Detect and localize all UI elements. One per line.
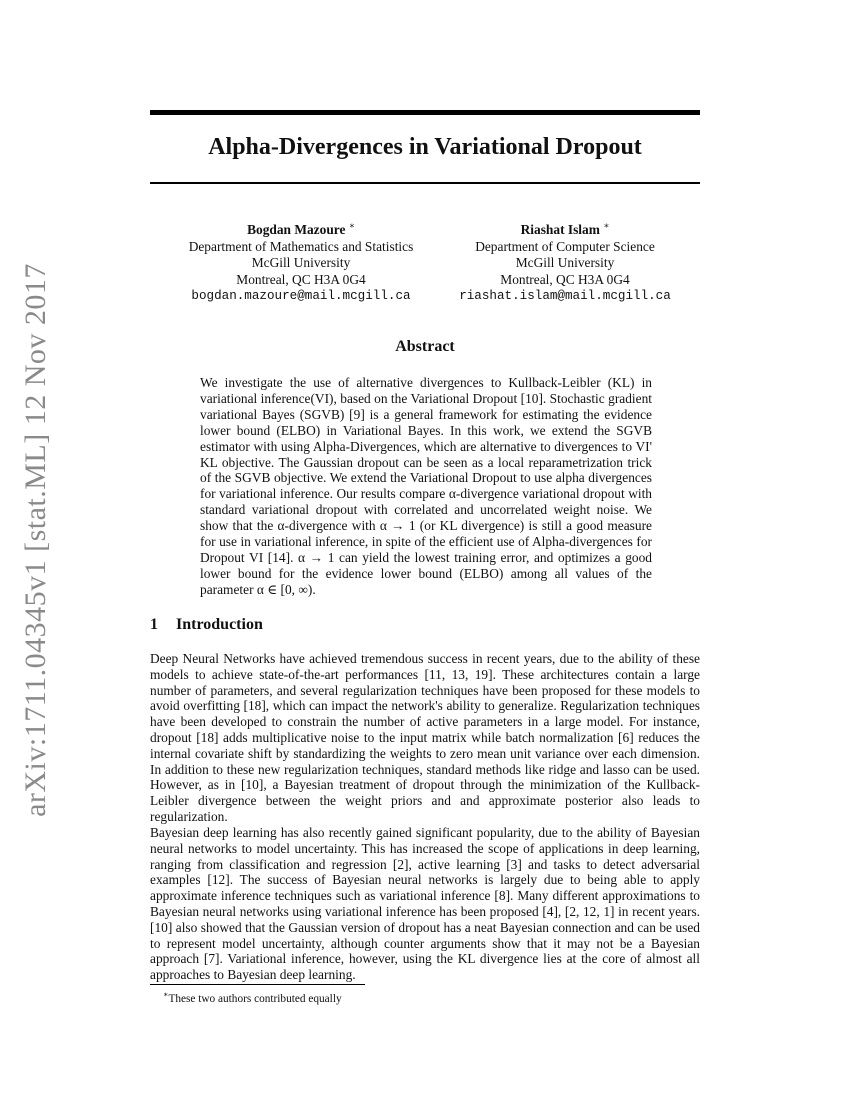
author-block-1 xyxy=(170,222,432,305)
author-name-line xyxy=(440,222,690,239)
author-block-2 xyxy=(440,222,690,305)
footnote xyxy=(163,988,342,1006)
author-university: McGill University xyxy=(251,255,351,270)
intro-paragraph-1: Deep Neural Networks have achieved tremendous success in recent years, due to the ability of these models to achieve state-of-the-art performances [11, 13, 19]. These architectures contain a large number of parameters, and several regularization techniques have been proposed for these models to avoid overfitting [18], which can impact the network's ability to generalize. Regularization techniques have been developed to constrain the number of active parameters in a large model. For instance, dropout [18] adds multiplicative noise to the input matrix while batch normalization [6] reduces the internal covariate shift by standardizing the weights to zero mean unit variance over each dimension. In addition to these new regularization techniques, standard methods like ridge and lasso can be used. However, as in [10], a Bayesian treatment of dropout through the minimization of the Kullback-Leibler divergence between the weight priors and and approximate posterior also leads to regularization. xyxy=(150,651,700,824)
arxiv-sidebar-stamp xyxy=(8,263,64,817)
title-bottom-rule xyxy=(150,182,700,184)
section-title: Introduction xyxy=(176,616,263,633)
abstract-text: We investigate the use of alternative divergences to Kullback-Leibler (KL) in variational inference(VI), based on the Variational Dropout [10]. Stochastic gradient variational Bayes (SGVB) [9] is a general framework for estimating the evidence lower bound (ELBO) in Variational Bayes. In this work, we extend the SGVB estimator with using Alpha-Divergences, which are alternative to divergences to VI' KL objective. The Gaussian dropout can be seen as a local reparametrization trick of the SGVB objective. We extend the Variational Dropout to use alpha divergences for variational inference. Our results compare α-divergence variational dropout with standard variational dropout with correlated and uncorrelated weight noise. We show that the α-divergence with α → 1 (or KL divergence) is still a good measure for use in variational inference, in spite of the efficient use of Alpha-divergences for Dropout VI [14]. α → 1 can yield the lowest training error, and optimizes a good lower bound for the evidence lower bound (ELBO) among all values of the parameter α ∈ [0, ∞). xyxy=(200,375,652,597)
author-email: bogdan.mazoure@mail.mcgill.ca xyxy=(191,289,411,303)
paper-title: Alpha-Divergences in Variational Dropout xyxy=(208,134,642,160)
author-mark: ∗ xyxy=(603,220,610,231)
section-number: 1 xyxy=(150,616,158,633)
footnote-mark: ∗ xyxy=(163,990,169,999)
author-email: riashat.islam@mail.mcgill.ca xyxy=(459,289,671,303)
author-name-line xyxy=(170,222,432,239)
author-university: McGill University xyxy=(515,255,615,270)
footnote-rule xyxy=(150,984,365,985)
abstract-heading: Abstract xyxy=(395,338,455,355)
author-department: Department of Computer Science xyxy=(475,238,655,254)
author-department: Department of Mathematics and Statistics xyxy=(188,238,414,254)
author-address: Montreal, QC H3A 0G4 xyxy=(500,271,630,287)
author-address: Montreal, QC H3A 0G4 xyxy=(236,271,366,287)
author-mark: ∗ xyxy=(348,220,355,231)
title-top-rule xyxy=(150,110,700,115)
section-heading-introduction xyxy=(150,616,263,634)
intro-paragraph-2: Bayesian deep learning has also recently gained significant popularity, due to the ability of Bayesian neural networks to model uncertainty. This has increased the scope of applications in deep learning, ranging from classification and regression [2], active learning [3] and tasks to detect adversarial examples [12]. The success of Bayesian neural networks is largely due to being able to apply approximate inference techniques such as variational inference [8]. Many different approximations to Bayesian neural networks using variational inference has been proposed [4], [2, 12, 1] in recent years. [10] also showed that the Gaussian version of dropout has a neat Bayesian connection and can be used to represent model uncertainty, although counter arguments show that it may not be a Bayesian approach [7]. Variational inference, however, using the KL divergence lies at the core of almost all approaches to Bayesian deep learning. xyxy=(150,825,700,983)
author-name: Bogdan Mazoure xyxy=(247,222,346,237)
arxiv-identifier: arXiv:1711.04345v1 [stat.ML] 12 Nov 2017 xyxy=(19,263,52,817)
footnote-text: These two authors contributed equally xyxy=(168,992,342,1005)
author-name: Riashat Islam xyxy=(520,222,600,237)
